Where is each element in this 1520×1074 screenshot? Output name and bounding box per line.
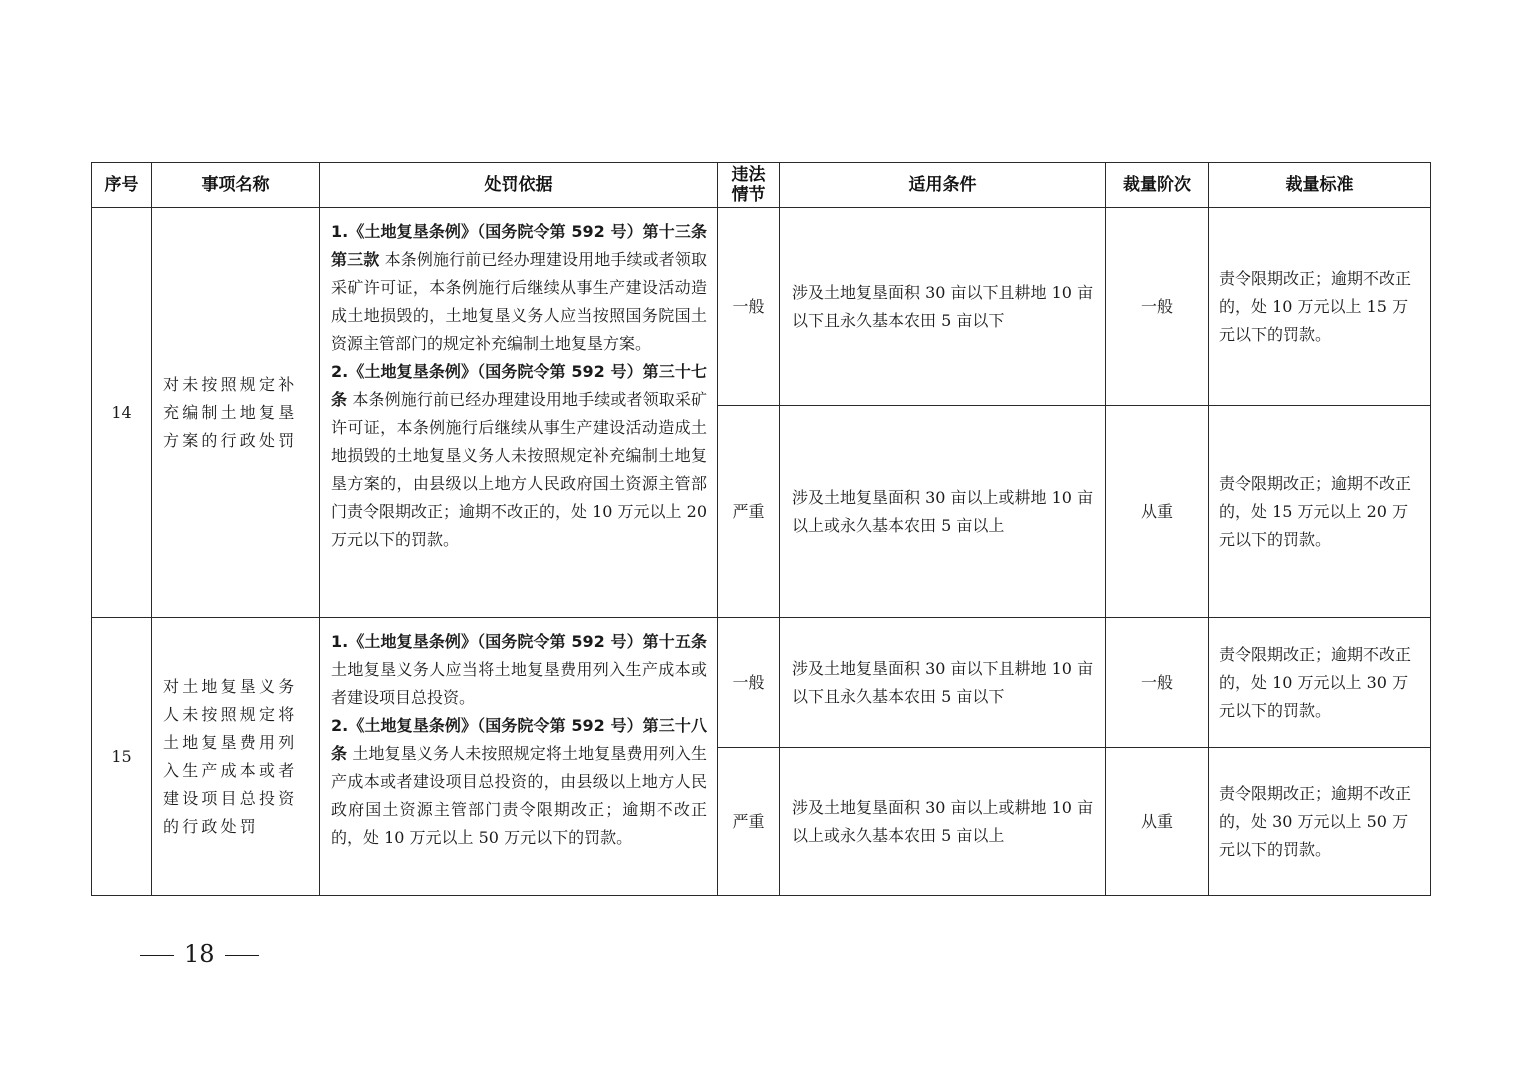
basis-clause-title: 2.《土地复垦条例》（国务院令第 592 号）第三十八条 xyxy=(331,716,707,763)
basis-paragraph xyxy=(331,358,707,554)
basis-paragraph xyxy=(331,218,707,358)
condition-cell: 涉及土地复垦面积 30 亩以下且耕地 10 亩以下且永久基本农田 5 亩以下 xyxy=(780,208,1106,406)
basis-paragraph xyxy=(331,712,707,852)
basis-clause-title: 1.《土地复垦条例》（国务院令第 592 号）第十五条 xyxy=(331,632,707,651)
header-condition: 适用条件 xyxy=(780,163,1106,208)
header-penalty-basis: 处罚依据 xyxy=(320,163,718,208)
header-circumstance xyxy=(718,163,780,208)
basis-clause-title: 2.《土地复垦条例》（国务院令第 592 号）第三十七条 xyxy=(331,362,707,409)
table-row xyxy=(92,208,1431,406)
item-name-cell: 对土地复垦义务人未按照规定将土地复垦费用列入生产成本或者建设项目总投资的行政处罚 xyxy=(152,618,320,896)
standard-cell: 责令限期改正；逾期不改正的，处 30 万元以上 50 万元以下的罚款。 xyxy=(1209,748,1431,896)
order-cell: 从重 xyxy=(1106,748,1209,896)
header-row xyxy=(92,163,1431,208)
header-circumstance-text: 违法情节 xyxy=(731,165,766,205)
footer-dash-left xyxy=(140,955,174,956)
page-footer xyxy=(130,938,269,970)
basis-clause-text: 土地复垦义务人应当将土地复垦费用列入生产成本或者建设项目总投资。 xyxy=(331,660,707,707)
penalty-discretion-table xyxy=(91,162,1431,896)
penalty-basis-cell xyxy=(320,208,718,618)
standard-cell: 责令限期改正；逾期不改正的，处 15 万元以上 20 万元以下的罚款。 xyxy=(1209,406,1431,618)
circumstance-cell: 一般 xyxy=(718,208,780,406)
order-cell: 从重 xyxy=(1106,406,1209,618)
condition-cell: 涉及土地复垦面积 30 亩以上或耕地 10 亩以上或永久基本农田 5 亩以上 xyxy=(780,406,1106,618)
item-name-cell: 对未按照规定补充编制土地复垦方案的行政处罚 xyxy=(152,208,320,618)
header-serial: 序号 xyxy=(92,163,152,208)
header-order: 裁量阶次 xyxy=(1106,163,1209,208)
circumstance-cell: 一般 xyxy=(718,618,780,748)
condition-cell: 涉及土地复垦面积 30 亩以下且耕地 10 亩以下且永久基本农田 5 亩以下 xyxy=(780,618,1106,748)
table-row xyxy=(92,618,1431,748)
order-cell: 一般 xyxy=(1106,208,1209,406)
circumstance-cell: 严重 xyxy=(718,748,780,896)
header-item-name: 事项名称 xyxy=(152,163,320,208)
basis-clause-text: 土地复垦义务人未按照规定将土地复垦费用列入生产成本或者建设项目总投资的，由县级以上地方人民政府国土资源主管部门责令限期改正；逾期不改正的，处 10 万元以上 50 万元以下的罚款。 xyxy=(331,744,707,847)
order-cell: 一般 xyxy=(1106,618,1209,748)
page-number: 18 xyxy=(184,940,215,968)
penalty-basis-cell xyxy=(320,618,718,896)
basis-clause-text: 本条例施行前已经办理建设用地手续或者领取采矿许可证，本条例施行后继续从事生产建设活动造成土地损毁的土地复垦义务人未按照规定补充编制土地复垦方案的，由县级以上地方人民政府国土资源主管部门责令限期改正；逾期不改正的，处 10 万元以上 20 万元以下的罚款。 xyxy=(331,390,707,549)
serial-cell: 14 xyxy=(92,208,152,618)
basis-clause-title: 1.《土地复垦条例》（国务院令第 592 号）第十三条第三款 xyxy=(331,222,707,269)
footer-dash-right xyxy=(225,955,259,956)
basis-paragraph xyxy=(331,628,707,712)
standard-cell: 责令限期改正；逾期不改正的，处 10 万元以上 15 万元以下的罚款。 xyxy=(1209,208,1431,406)
condition-cell: 涉及土地复垦面积 30 亩以上或耕地 10 亩以上或永久基本农田 5 亩以上 xyxy=(780,748,1106,896)
header-standard: 裁量标准 xyxy=(1209,163,1431,208)
standard-cell: 责令限期改正；逾期不改正的，处 10 万元以上 30 万元以下的罚款。 xyxy=(1209,618,1431,748)
serial-cell: 15 xyxy=(92,618,152,896)
circumstance-cell: 严重 xyxy=(718,406,780,618)
basis-clause-text: 本条例施行前已经办理建设用地手续或者领取采矿许可证，本条例施行后继续从事生产建设活动造成土地损毁的，土地复垦义务人应当按照国务院国土资源主管部门的规定补充编制土地复垦方案。 xyxy=(331,250,707,353)
